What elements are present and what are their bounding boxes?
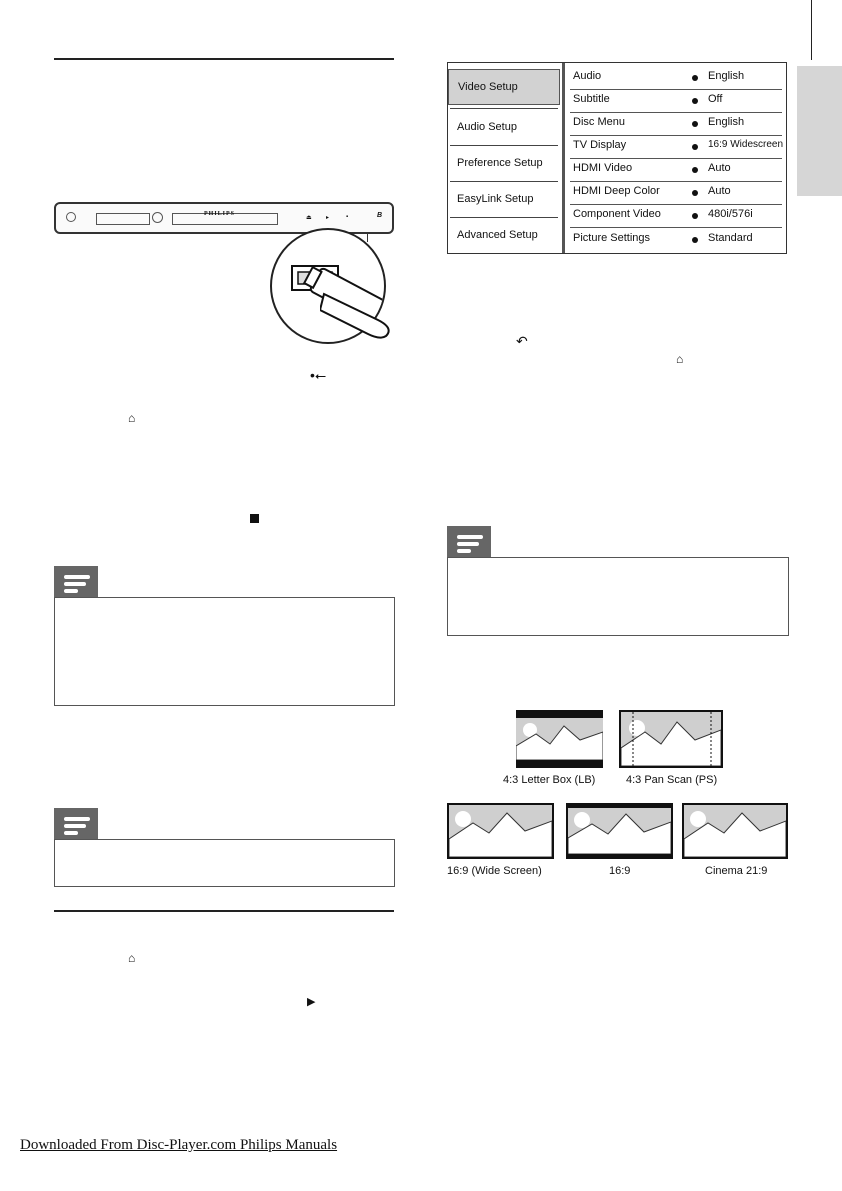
- setting-label: Component Video: [573, 208, 661, 220]
- setting-value: Auto: [708, 185, 731, 197]
- setup-category-easylink[interactable]: EasyLink Setup: [457, 193, 534, 205]
- bluray-logo: B: [376, 212, 382, 219]
- setting-row[interactable]: [570, 182, 782, 205]
- note-icon: [54, 808, 98, 840]
- setup-category-advanced[interactable]: Advanced Setup: [457, 229, 538, 241]
- stop-icon: [250, 514, 259, 523]
- menu-divider: [562, 63, 565, 253]
- bullet-icon: [692, 190, 698, 196]
- bullet-icon: [692, 75, 698, 81]
- bullet-icon: [692, 98, 698, 104]
- setting-row[interactable]: [570, 90, 782, 113]
- home-icon: ⌂: [128, 411, 136, 425]
- setting-label: HDMI Deep Color: [573, 185, 660, 197]
- caption-panscan: 4:3 Pan Scan (PS): [626, 774, 718, 786]
- thumb-16-9: [566, 803, 673, 859]
- setting-value: Off: [708, 93, 723, 105]
- setting-label: Audio: [573, 70, 602, 82]
- player-brand: PHILIPS: [204, 211, 236, 217]
- home-icon: ⌂: [676, 352, 684, 366]
- eject-icon: ⏏: [306, 215, 312, 221]
- thumb-letterbox: [516, 710, 603, 768]
- setting-value: 16:9 Widescreen: [708, 139, 784, 150]
- language-tab: [797, 66, 842, 196]
- setup-category-list: [448, 63, 562, 253]
- setup-category-video[interactable]: Video Setup: [448, 69, 560, 105]
- note-box: [447, 557, 789, 636]
- setting-row[interactable]: [570, 205, 782, 228]
- setting-value: Standard: [708, 232, 753, 244]
- caption-letterbox: 4:3 Letter Box (LB): [503, 774, 596, 786]
- setting-label: HDMI Video: [573, 162, 633, 174]
- section-rule-bottom-left: [54, 910, 394, 912]
- thumb-widescreen: [447, 803, 554, 859]
- caption-widescreen: 16:9 (Wide Screen): [447, 865, 542, 877]
- usb-drive-body: [320, 290, 402, 342]
- setup-category-audio[interactable]: Audio Setup: [457, 121, 517, 133]
- setting-label: TV Display: [573, 139, 627, 151]
- note-box: [54, 597, 395, 706]
- sensor: [152, 212, 163, 223]
- display-panel: [96, 213, 150, 225]
- stop-icon: ▪: [346, 214, 349, 220]
- setting-row[interactable]: [570, 136, 782, 159]
- bullet-icon: [692, 237, 698, 243]
- note-icon: [447, 526, 491, 558]
- play-icon: ▶: [307, 996, 316, 1008]
- section-rule-top-left: [54, 58, 394, 60]
- thumb-cinema: [682, 803, 788, 859]
- lens-pointer: [367, 232, 368, 242]
- setting-value: Auto: [708, 162, 731, 174]
- page-corner-line: [811, 0, 812, 60]
- bullet-icon: [692, 121, 698, 127]
- setting-value: 480i/576i: [708, 208, 753, 220]
- setting-value: English: [708, 116, 745, 128]
- note-box: [54, 839, 395, 887]
- setup-menu: [447, 62, 787, 254]
- setting-row[interactable]: [570, 67, 782, 90]
- bullet-icon: [692, 144, 698, 150]
- footer-link[interactable]: Downloaded From Disc-Player.com Philips Manuals: [20, 1137, 338, 1153]
- home-icon: ⌂: [128, 951, 136, 965]
- setting-row[interactable]: [570, 159, 782, 182]
- bullet-icon: [692, 213, 698, 219]
- power-button-icon: [66, 212, 76, 222]
- setting-row[interactable]: [570, 229, 782, 252]
- setting-label: Subtitle: [573, 93, 610, 105]
- play-icon: ▸: [326, 215, 330, 221]
- setting-value: English: [708, 70, 745, 82]
- setup-category-preference[interactable]: Preference Setup: [457, 157, 543, 169]
- caption-16-9: 16:9: [609, 865, 631, 877]
- back-icon: ↶: [516, 333, 528, 349]
- note-icon: [54, 566, 98, 598]
- caption-cinema: Cinema 21:9: [705, 865, 768, 877]
- setting-label: Picture Settings: [573, 232, 651, 244]
- usb-icon: •⭠: [310, 367, 327, 383]
- setting-row[interactable]: [570, 113, 782, 136]
- bullet-icon: [692, 167, 698, 173]
- setting-label: Disc Menu: [573, 116, 625, 128]
- thumb-panscan: [619, 710, 723, 768]
